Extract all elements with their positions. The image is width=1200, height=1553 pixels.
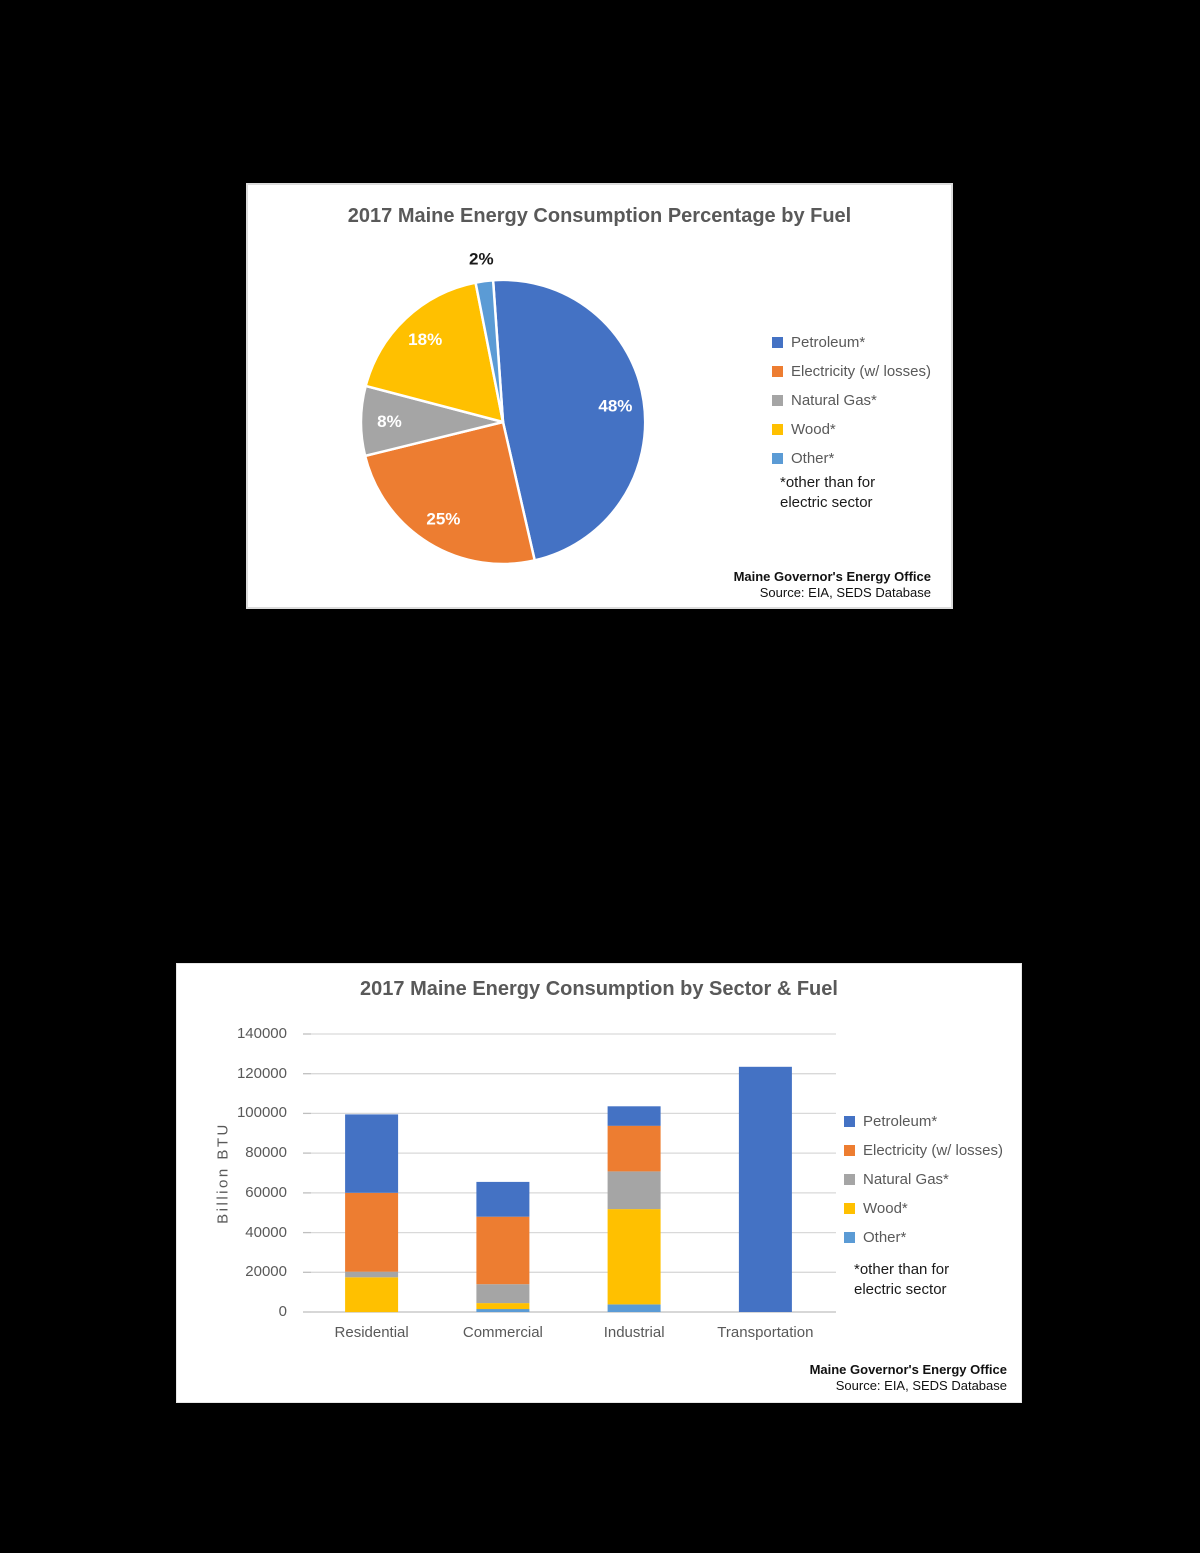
bar-legend xyxy=(844,1107,1003,1252)
legend-label: Electricity (w/ losses) xyxy=(791,363,932,380)
bar-segment-electricity-w-losses xyxy=(608,1126,661,1172)
y-tick-label: 60000 xyxy=(245,1183,287,1201)
credit-organization: Maine Governor's Energy Office xyxy=(733,569,931,584)
wood-swatch-icon xyxy=(772,424,783,435)
bar-segment-petroleum xyxy=(345,1114,398,1192)
bar-segment-petroleum xyxy=(476,1182,529,1217)
legend-label: Petroleum* xyxy=(791,334,866,351)
y-tick-label: 120000 xyxy=(236,1064,287,1082)
legend-item-petroleum xyxy=(772,328,931,357)
legend-item-other xyxy=(844,1223,1003,1252)
bar-segment-natural-gas xyxy=(476,1284,529,1303)
credit-source: Source: EIA, SEDS Database xyxy=(835,1378,1007,1394)
y-tick-label: 40000 xyxy=(245,1223,287,1241)
bar-segment-natural-gas xyxy=(345,1272,398,1278)
legend-label: Other* xyxy=(791,450,835,467)
x-category-label: Residential xyxy=(334,1324,409,1341)
other-swatch-icon xyxy=(772,453,783,464)
pie-data-label: 48% xyxy=(598,396,633,416)
wood-swatch-icon xyxy=(844,1203,855,1214)
legend-item-electricity xyxy=(844,1136,1003,1165)
footnote-line: electric sector xyxy=(854,1280,947,1298)
legend-label: Natural Gas* xyxy=(791,392,877,409)
pie-data-label: 25% xyxy=(426,509,461,529)
electricity-swatch-icon xyxy=(772,366,783,377)
bar-segment-electricity-w-losses xyxy=(476,1217,529,1285)
legend-item-petroleum xyxy=(844,1107,1003,1136)
bar-chart-title: 2017 Maine Energy Consumption by Sector & Fuel xyxy=(360,978,838,1000)
bar-segment-petroleum xyxy=(739,1067,792,1312)
legend-label: Other* xyxy=(863,1229,907,1246)
legend-item-natural-gas xyxy=(844,1165,1003,1194)
bar-segment-electricity-w-losses xyxy=(345,1193,398,1272)
bar-segment-wood xyxy=(608,1209,661,1304)
pie-chart-title: 2017 Maine Energy Consumption Percentage by Fuel xyxy=(347,205,852,227)
pie-legend xyxy=(772,328,931,473)
footnote-line: electric sector xyxy=(780,493,873,511)
pie-data-label: 18% xyxy=(408,330,443,350)
petroleum-swatch-icon xyxy=(772,337,783,348)
bar-segment-other xyxy=(476,1309,529,1312)
legend-item-natural-gas xyxy=(772,386,931,415)
other-swatch-icon xyxy=(844,1232,855,1243)
legend-item-wood xyxy=(844,1194,1003,1223)
legend-label: Petroleum* xyxy=(863,1113,938,1130)
pie-data-label: 8% xyxy=(377,412,402,432)
bar-segment-wood xyxy=(476,1303,529,1309)
electricity-swatch-icon xyxy=(844,1145,855,1156)
credit-source: Source: EIA, SEDS Database xyxy=(759,585,931,601)
legend-item-other xyxy=(772,444,931,473)
legend-item-wood xyxy=(772,415,931,444)
credit-organization: Maine Governor's Energy Office xyxy=(809,1362,1007,1377)
stacked-bar-chart xyxy=(303,1033,836,1313)
pie-chart xyxy=(353,245,653,575)
y-tick-label: 20000 xyxy=(245,1263,287,1281)
pie-chart-panel xyxy=(246,183,953,609)
y-tick-label: 100000 xyxy=(236,1104,287,1122)
legend-label: Wood* xyxy=(863,1200,908,1217)
bar-segment-other xyxy=(608,1305,661,1313)
y-tick-label: 80000 xyxy=(245,1144,287,1162)
legend-item-electricity xyxy=(772,357,931,386)
x-category-label: Industrial xyxy=(603,1324,665,1341)
footnote xyxy=(854,1260,949,1299)
source-credit xyxy=(734,569,931,602)
legend-label: Electricity (w/ losses) xyxy=(863,1142,1004,1159)
petroleum-swatch-icon xyxy=(844,1116,855,1127)
bar-segment-wood xyxy=(345,1277,398,1312)
pie-data-label: 2% xyxy=(469,249,494,269)
bar-segment-petroleum xyxy=(608,1106,661,1126)
y-tick-label: 140000 xyxy=(236,1025,287,1042)
legend-label: Wood* xyxy=(791,421,836,438)
natural-gas-swatch-icon xyxy=(772,395,783,406)
bar-segment-natural-gas xyxy=(608,1171,661,1209)
bar-chart-panel xyxy=(176,963,1022,1403)
y-axis-title: Billion BTU xyxy=(214,1122,232,1224)
footnote xyxy=(780,473,875,512)
footnote-line: *other than for xyxy=(780,474,876,491)
y-tick-label: 0 xyxy=(278,1303,287,1320)
source-credit xyxy=(810,1362,1007,1395)
x-category-label: Transportation xyxy=(717,1324,814,1341)
legend-label: Natural Gas* xyxy=(863,1171,949,1188)
x-category-label: Commercial xyxy=(462,1324,543,1341)
footnote-line: *other than for xyxy=(854,1261,950,1278)
natural-gas-swatch-icon xyxy=(844,1174,855,1185)
